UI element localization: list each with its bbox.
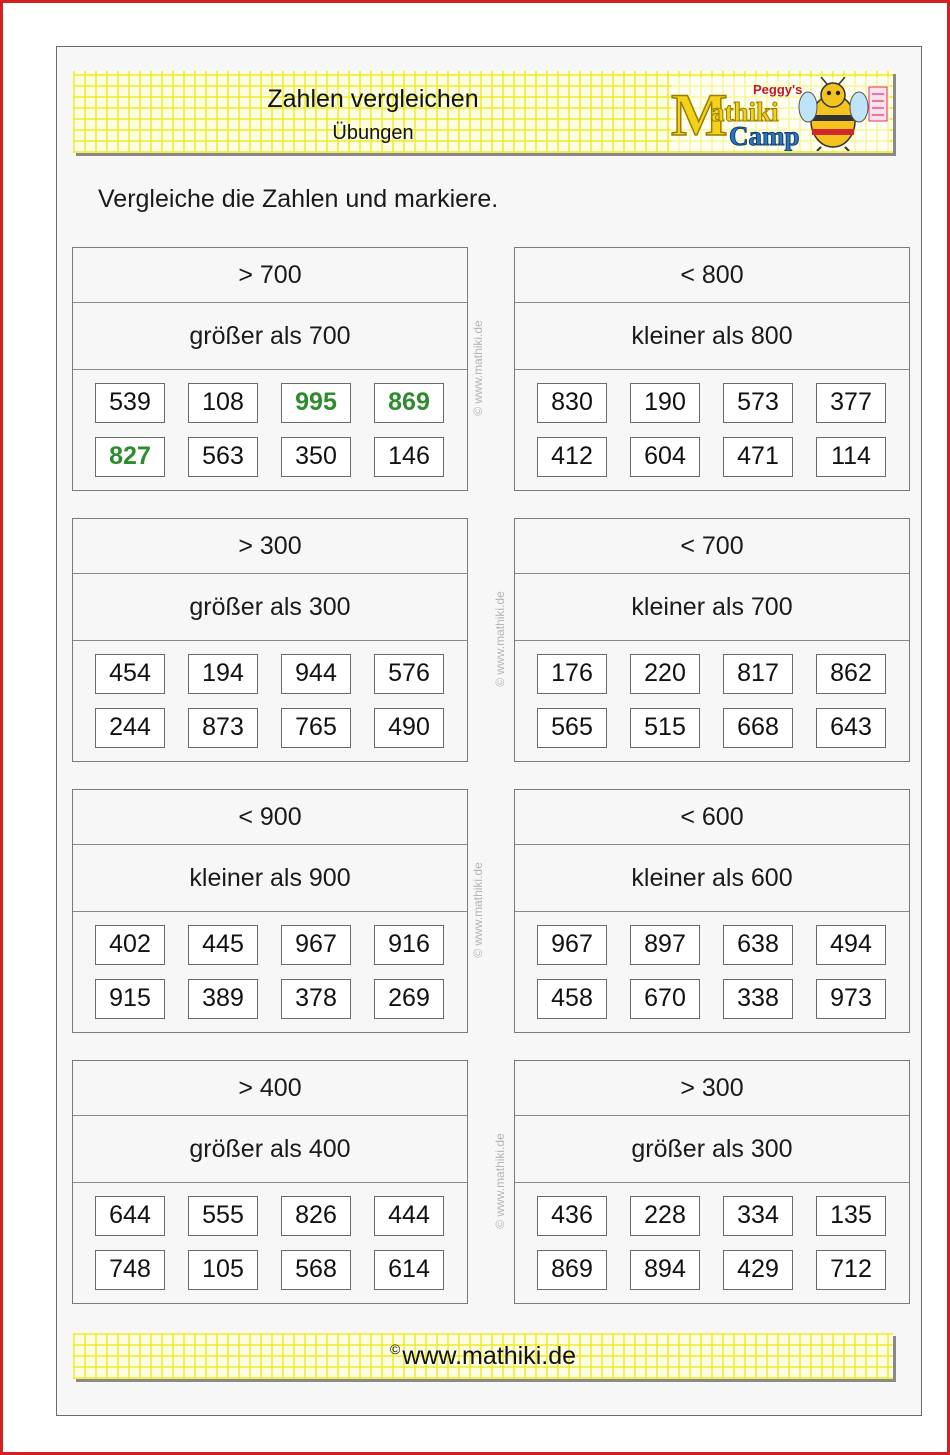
number-box[interactable]: 869 bbox=[374, 383, 444, 423]
number-box[interactable]: 494 bbox=[816, 925, 886, 965]
number-box[interactable]: 862 bbox=[816, 654, 886, 694]
number-box[interactable]: 429 bbox=[723, 1250, 793, 1290]
number-box[interactable]: 338 bbox=[723, 979, 793, 1019]
number-box[interactable]: 973 bbox=[816, 979, 886, 1019]
number-box[interactable]: 826 bbox=[281, 1196, 351, 1236]
number-box[interactable]: 568 bbox=[281, 1250, 351, 1290]
comparison-symbol: < 900 bbox=[73, 790, 467, 845]
exercise-panel bbox=[72, 789, 468, 1033]
mathiki-camp-logo bbox=[671, 77, 889, 151]
exercise-panel bbox=[514, 247, 910, 491]
number-box[interactable]: 539 bbox=[95, 383, 165, 423]
exercise-panel bbox=[514, 789, 910, 1033]
number-box[interactable]: 220 bbox=[630, 654, 700, 694]
instruction-text: Vergleiche die Zahlen und markiere. bbox=[98, 185, 499, 213]
number-box[interactable]: 458 bbox=[537, 979, 607, 1019]
number-box[interactable]: 644 bbox=[95, 1196, 165, 1236]
watermark-2: © www.mathiki.de bbox=[493, 591, 507, 687]
number-box[interactable]: 389 bbox=[188, 979, 258, 1019]
number-box[interactable]: 827 bbox=[95, 437, 165, 477]
number-box[interactable]: 712 bbox=[816, 1250, 886, 1290]
number-box[interactable]: 244 bbox=[95, 708, 165, 748]
number-box[interactable]: 146 bbox=[374, 437, 444, 477]
comparison-description: kleiner als 700 bbox=[515, 574, 909, 641]
number-box[interactable]: 108 bbox=[188, 383, 258, 423]
number-box[interactable]: 176 bbox=[537, 654, 607, 694]
comparison-description: größer als 700 bbox=[73, 303, 467, 370]
number-box[interactable]: 471 bbox=[723, 437, 793, 477]
page-title: Zahlen vergleichen bbox=[267, 85, 479, 113]
number-box[interactable]: 114 bbox=[816, 437, 886, 477]
number-box[interactable]: 105 bbox=[188, 1250, 258, 1290]
number-box[interactable]: 670 bbox=[630, 979, 700, 1019]
number-box[interactable]: 915 bbox=[95, 979, 165, 1019]
number-box[interactable]: 869 bbox=[537, 1250, 607, 1290]
logo-camp: Camp bbox=[729, 121, 800, 151]
number-box[interactable]: 445 bbox=[188, 925, 258, 965]
number-box[interactable]: 555 bbox=[188, 1196, 258, 1236]
number-box[interactable]: 444 bbox=[374, 1196, 444, 1236]
number-box[interactable]: 894 bbox=[630, 1250, 700, 1290]
comparison-symbol: < 800 bbox=[515, 248, 909, 303]
number-box[interactable]: 228 bbox=[630, 1196, 700, 1236]
number-box[interactable]: 334 bbox=[723, 1196, 793, 1236]
comparison-symbol: > 400 bbox=[73, 1061, 467, 1116]
number-box[interactable]: 377 bbox=[816, 383, 886, 423]
comparison-description: größer als 400 bbox=[73, 1116, 467, 1183]
number-box[interactable]: 573 bbox=[723, 383, 793, 423]
exercise-panel bbox=[72, 518, 468, 762]
number-box[interactable]: 830 bbox=[537, 383, 607, 423]
comparison-symbol: < 600 bbox=[515, 790, 909, 845]
number-box[interactable]: 967 bbox=[281, 925, 351, 965]
comparison-symbol: > 300 bbox=[515, 1061, 909, 1116]
number-box[interactable]: 748 bbox=[95, 1250, 165, 1290]
number-box[interactable]: 490 bbox=[374, 708, 444, 748]
number-box[interactable]: 916 bbox=[374, 925, 444, 965]
number-box[interactable]: 378 bbox=[281, 979, 351, 1019]
comparison-description: größer als 300 bbox=[515, 1116, 909, 1183]
number-box[interactable]: 194 bbox=[188, 654, 258, 694]
number-box[interactable]: 614 bbox=[374, 1250, 444, 1290]
footer-banner bbox=[73, 1333, 893, 1379]
number-box[interactable]: 765 bbox=[281, 708, 351, 748]
number-box[interactable]: 643 bbox=[816, 708, 886, 748]
number-box[interactable]: 995 bbox=[281, 383, 351, 423]
watermark-1: © www.mathiki.de bbox=[471, 320, 485, 416]
number-box[interactable]: 402 bbox=[95, 925, 165, 965]
number-box[interactable]: 604 bbox=[630, 437, 700, 477]
number-box[interactable]: 350 bbox=[281, 437, 351, 477]
number-box[interactable]: 967 bbox=[537, 925, 607, 965]
number-box[interactable]: 454 bbox=[95, 654, 165, 694]
number-box[interactable]: 638 bbox=[723, 925, 793, 965]
copyright-symbol: © bbox=[390, 1341, 401, 1357]
footer-copyright bbox=[73, 1341, 893, 1371]
number-box[interactable]: 897 bbox=[630, 925, 700, 965]
number-box[interactable]: 515 bbox=[630, 708, 700, 748]
number-box[interactable]: 576 bbox=[374, 654, 444, 694]
comparison-description: kleiner als 900 bbox=[73, 845, 467, 912]
exercise-panel bbox=[514, 1060, 910, 1304]
comparison-description: kleiner als 800 bbox=[515, 303, 909, 370]
comparison-symbol: > 700 bbox=[73, 248, 467, 303]
watermark-4: © www.mathiki.de bbox=[493, 1133, 507, 1229]
number-box[interactable]: 412 bbox=[537, 437, 607, 477]
number-box[interactable]: 269 bbox=[374, 979, 444, 1019]
comparison-symbol: < 700 bbox=[515, 519, 909, 574]
header-banner bbox=[73, 71, 893, 153]
number-box[interactable]: 944 bbox=[281, 654, 351, 694]
number-box[interactable]: 436 bbox=[537, 1196, 607, 1236]
exercise-panel bbox=[514, 518, 910, 762]
number-box[interactable]: 668 bbox=[723, 708, 793, 748]
footer-url: www.mathiki.de bbox=[402, 1342, 576, 1370]
logo-letter-m: M bbox=[671, 82, 728, 148]
comparison-symbol: > 300 bbox=[73, 519, 467, 574]
number-box[interactable]: 190 bbox=[630, 383, 700, 423]
exercise-panel bbox=[72, 1060, 468, 1304]
number-box[interactable]: 817 bbox=[723, 654, 793, 694]
page-subtitle: Übungen bbox=[332, 122, 414, 144]
comparison-description: kleiner als 600 bbox=[515, 845, 909, 912]
logo-athiki: athiki bbox=[711, 97, 779, 127]
number-box[interactable]: 873 bbox=[188, 708, 258, 748]
comparison-description: größer als 300 bbox=[73, 574, 467, 641]
exercise-panel bbox=[72, 247, 468, 491]
number-box[interactable]: 135 bbox=[816, 1196, 886, 1236]
watermark-3: © www.mathiki.de bbox=[471, 862, 485, 958]
logo-peggys: Peggy's bbox=[753, 82, 803, 97]
number-box[interactable]: 563 bbox=[188, 437, 258, 477]
number-box[interactable]: 565 bbox=[537, 708, 607, 748]
